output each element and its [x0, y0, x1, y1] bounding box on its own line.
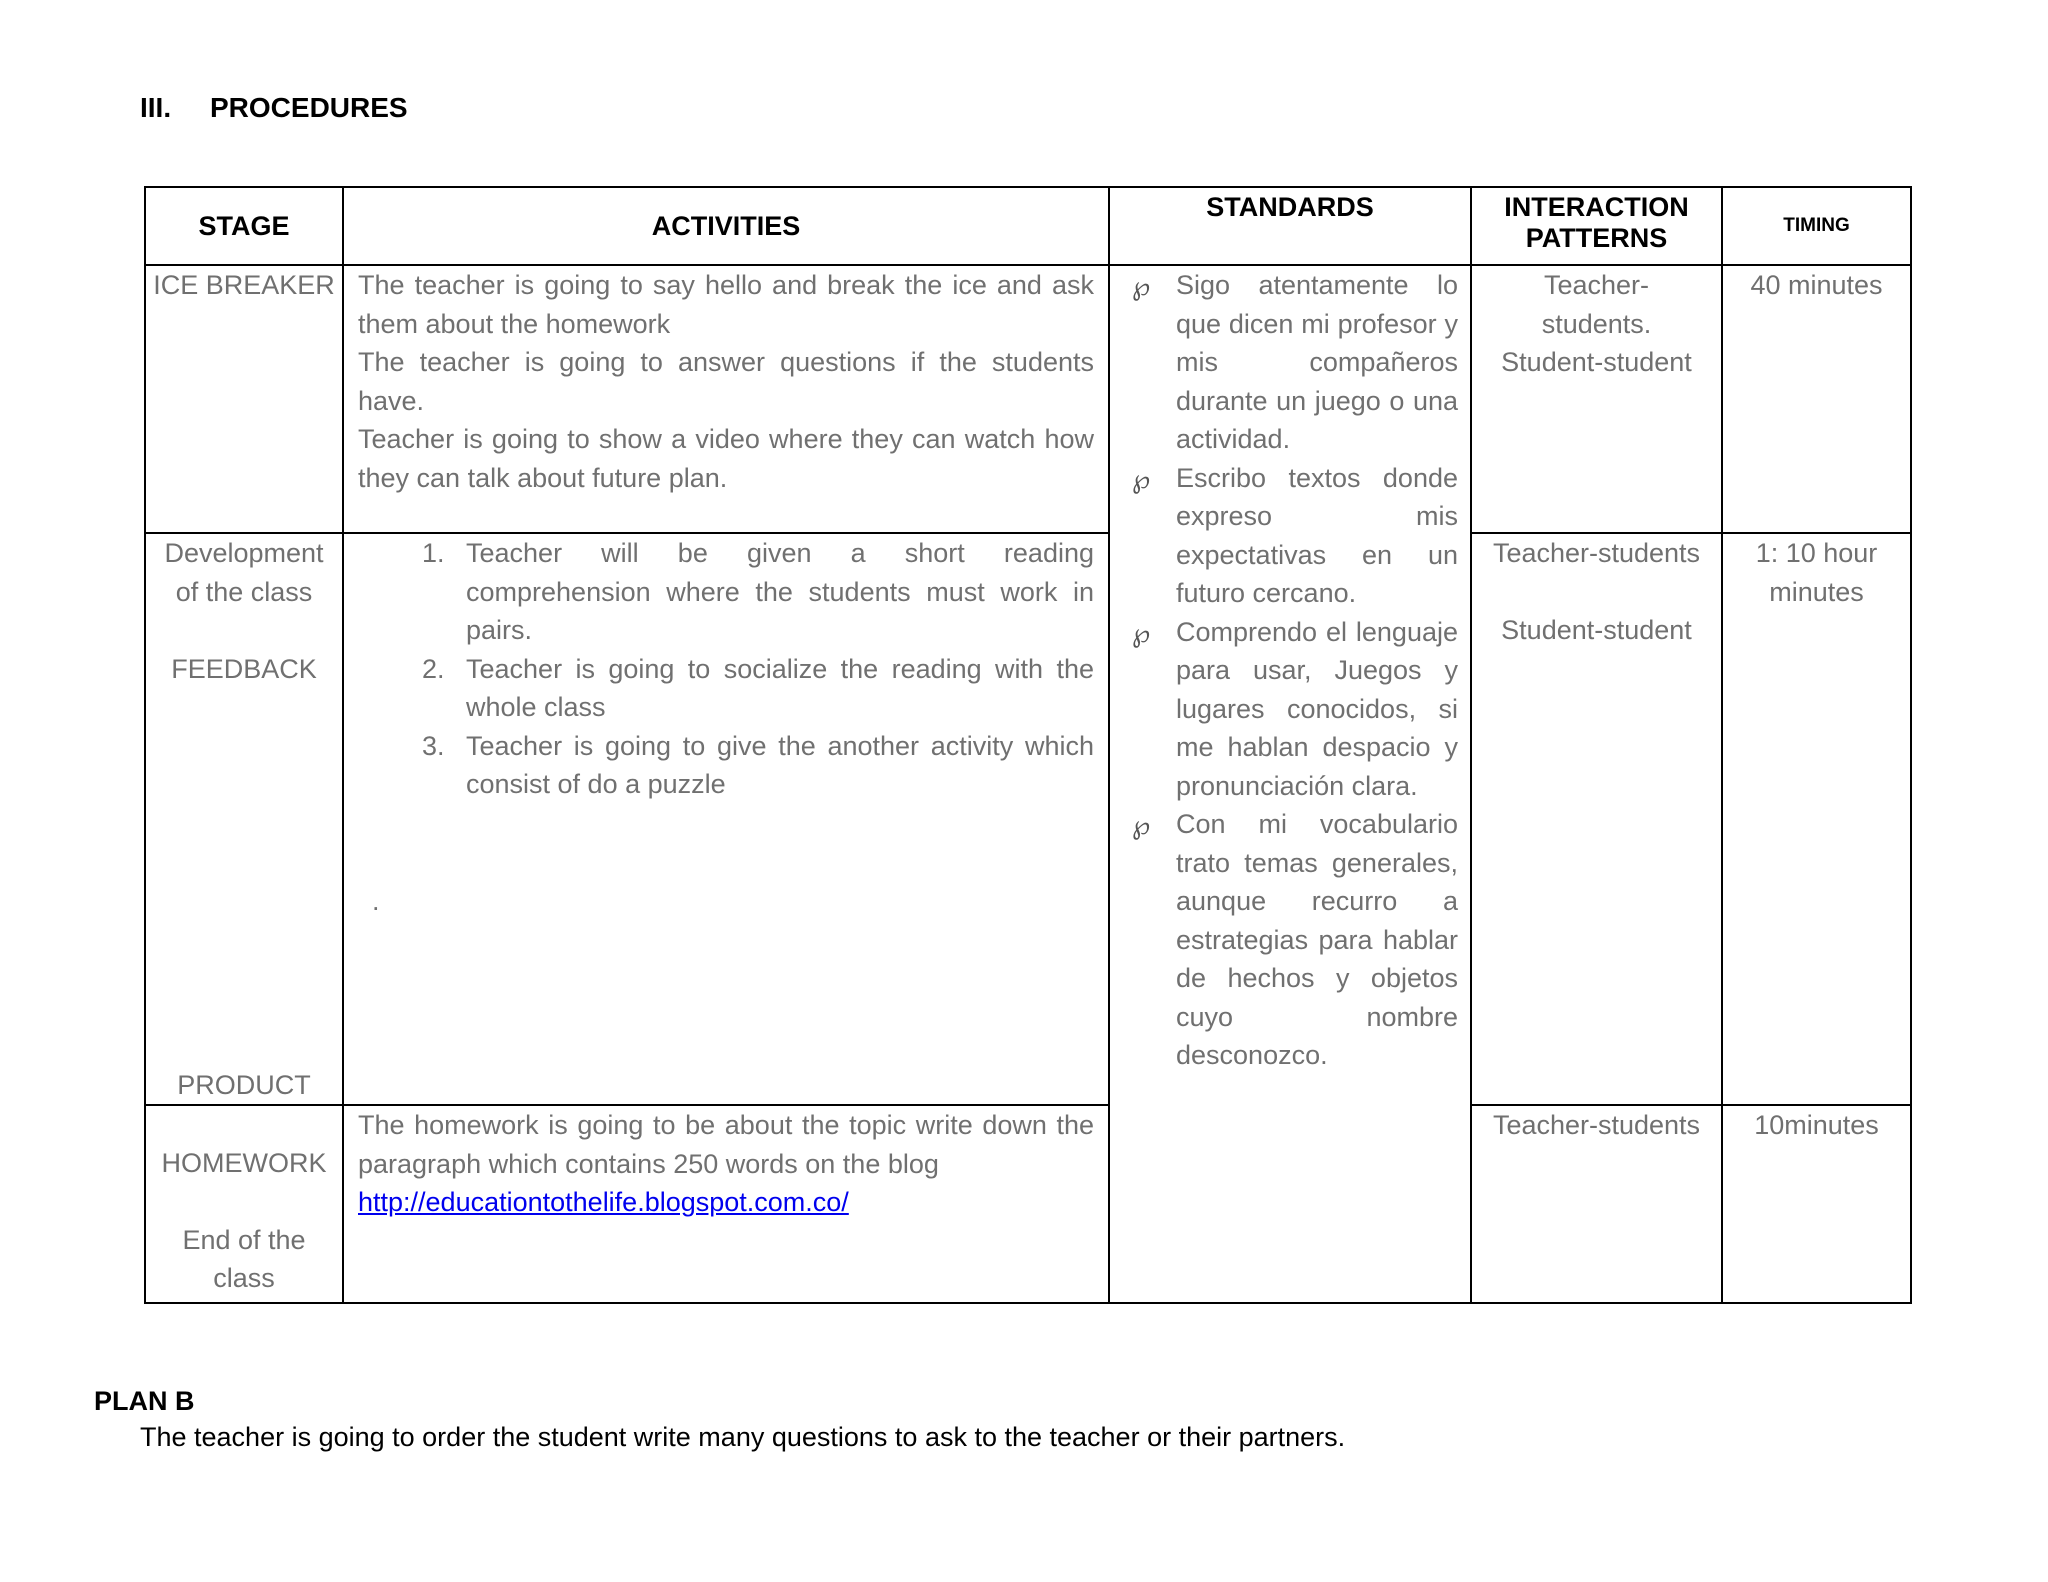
activity-item: 3. Teacher is going to give the another activity which consist of do a puzzle: [452, 727, 1094, 804]
homework-description: The homework is going to be about the topic write down the paragraph which contains 250 words on the blog: [358, 1110, 1094, 1179]
header-standards: STANDARDS: [1109, 187, 1471, 265]
table-row: [145, 1105, 1911, 1303]
stage-development-line2: of the class: [175, 576, 313, 607]
timing-cell: [1722, 1105, 1911, 1303]
interaction-cell: [1471, 1105, 1722, 1303]
header-interaction-line1: INTERACTION: [1504, 192, 1689, 222]
standards-list: [1132, 266, 1458, 1075]
plan-b-title: PLAN B: [94, 1386, 195, 1416]
stage-ice-breaker: ICE BREAKER: [153, 270, 335, 300]
table-row: [145, 533, 1911, 1105]
header-interaction: [1471, 187, 1722, 265]
interaction-text: Teacher-: [1543, 270, 1650, 300]
section-title: PROCEDURES: [210, 92, 408, 123]
timing-cell: [1722, 533, 1911, 1105]
leaf-bullet-icon: ℘: [1132, 811, 1151, 841]
interaction-text: Student-student: [1501, 615, 1692, 645]
interaction-text: Teacher-students: [1492, 538, 1701, 568]
stage-cell: [145, 533, 343, 1105]
interaction-text: Student-student: [1501, 347, 1692, 377]
stage-development: [146, 534, 342, 611]
standard-text: Con mi vocabulario trato temas generales, aunque recurro a estrategias para hablar de hechos y objetos cuyo nombre desconozco.: [1176, 809, 1458, 1070]
interaction-text: students.: [1541, 308, 1652, 339]
leaf-bullet-icon: ℘: [1132, 618, 1151, 649]
stage-homework: HOMEWORK: [161, 1148, 327, 1178]
timing-text: 10minutes: [1754, 1110, 1879, 1140]
activities-cell: [343, 1105, 1109, 1303]
activity-item: 1. Teacher will be given a short reading comprehension where the students must work in pairs.: [452, 534, 1094, 650]
standards-cell: [1109, 265, 1471, 1303]
standard-text: Sigo atentamente lo que dicen mi profesor y mis compañeros durante un juego o una actividad.: [1176, 270, 1458, 454]
timing-text: 40 minutes: [1750, 270, 1883, 300]
interaction-text: Teacher-students: [1492, 1110, 1701, 1140]
header-stage: STAGE: [145, 187, 343, 265]
stage-feedback: FEEDBACK: [171, 654, 317, 684]
table-row: [145, 265, 1911, 533]
activity-text: The teacher is going to answer questions if the students have.: [358, 347, 1094, 416]
stage-development-line1: Development: [164, 538, 324, 568]
table-header-row: [145, 187, 1911, 265]
timing-text: minutes: [1769, 576, 1864, 607]
standard-item: [1132, 613, 1458, 806]
standard-text: Escribo textos donde expreso mis expectativas en un futuro cercano.: [1176, 462, 1458, 608]
activity-text: The teacher is going to say hello and break the ice and ask them about the homework: [358, 270, 1094, 339]
timing-cell: [1722, 265, 1911, 533]
stage-end-line2: class: [213, 1263, 275, 1293]
activity-item: 2. Teacher is going to socialize the reading with the whole class: [452, 650, 1094, 727]
stage-end-line1: End of the: [182, 1224, 306, 1255]
header-timing: TIMING: [1722, 187, 1911, 265]
stage-cell: [145, 1105, 343, 1303]
header-activities: ACTIVITIES: [343, 187, 1109, 265]
section-heading: [140, 92, 408, 124]
interaction-cell: [1471, 265, 1722, 533]
standard-text: Comprendo el lenguaje para usar, Juegos y lugares conocidos, si me hablan despacio y pronunciación clara.: [1176, 616, 1458, 801]
stray-dot: .: [372, 886, 380, 916]
leaf-bullet-icon: ℘: [1132, 272, 1151, 302]
stage-product: PRODUCT: [177, 1069, 311, 1100]
standard-item: [1132, 805, 1458, 1075]
standard-item: [1132, 459, 1458, 613]
interaction-cell: [1471, 533, 1722, 1105]
header-interaction-line2: PATTERNS: [1525, 223, 1668, 253]
homework-text: [358, 1106, 1094, 1222]
section-number: III.: [140, 92, 172, 123]
plan-b-text: The teacher is going to order the student write many questions to ask to the teacher or their partners.: [140, 1422, 1346, 1452]
timing-text: 1: 10 hour: [1755, 538, 1878, 568]
leaf-bullet-icon: ℘: [1132, 464, 1151, 495]
procedures-table: [144, 186, 1912, 1304]
standard-item: [1132, 266, 1458, 459]
activities-cell: [343, 533, 1109, 1105]
activity-text: Teacher is going to show a video where they can watch how they can talk about future plan.: [358, 424, 1094, 493]
activities-cell: [343, 265, 1109, 533]
blog-link[interactable]: http://educationtothelife.blogspot.com.co/: [358, 1187, 849, 1217]
stage-cell: [145, 265, 343, 533]
activities-list: [358, 534, 1094, 804]
